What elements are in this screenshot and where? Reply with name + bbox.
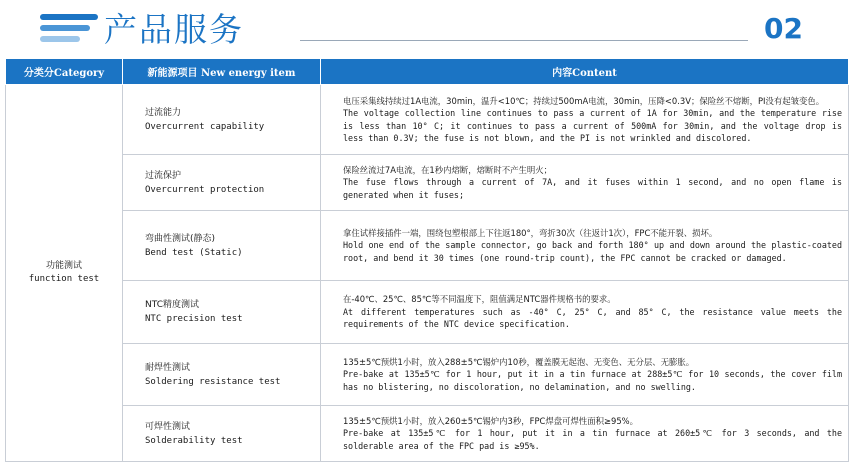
item-en: Overcurrent capability xyxy=(145,121,265,132)
content-en: Hold one end of the sample connector, go back and forth 180° up and down around the plastic-coated root, and bend it 30 times (one round-trip count), the FPC cannot be cracked or damaged. xyxy=(343,240,842,263)
table-row xyxy=(6,281,849,344)
content-cn: 拿住试样接插件一端，围绕包塑根部上下往返180°，弯折30次（往返计1次），FPC不能开裂、损坏。 xyxy=(343,227,718,238)
item-cn: 过流保护 xyxy=(145,170,182,181)
item-cn: NTC精度测试 xyxy=(145,300,199,310)
column-header-category: 分类分Category xyxy=(6,59,123,85)
item-cell xyxy=(123,344,321,406)
content-cn: 保险丝流过7A电流，在1秒内熔断，熔断时不产生明火； xyxy=(343,164,553,175)
category-en: function test xyxy=(28,274,100,284)
item-cell xyxy=(123,211,321,281)
item-cn: 弯曲性测试(静态) xyxy=(145,233,216,244)
table-row xyxy=(6,406,849,462)
content-cell xyxy=(321,155,849,211)
item-en: Overcurrent protection xyxy=(145,184,265,195)
item-en: Bend test (Static) xyxy=(145,247,243,258)
content-cn: 在-40℃、25℃、85℃等不同温度下，阻值满足NTC器件规格书的要求。 xyxy=(343,294,616,305)
item-en: Soldering resistance test xyxy=(145,376,281,387)
item-cn: 过流能力 xyxy=(145,107,182,118)
table-row xyxy=(6,344,849,406)
stripes-logo-icon xyxy=(40,14,102,44)
content-cell xyxy=(321,281,849,344)
item-cn: 耐焊性测试 xyxy=(145,362,191,373)
table-row xyxy=(6,211,849,281)
content-cn: 135±5℃预烘1小时，放入260±5℃锡炉内3秒，FPC焊盘可焊性面积≥95%。 xyxy=(343,415,638,426)
item-cell xyxy=(123,155,321,211)
title-divider xyxy=(300,40,748,41)
table-header-row xyxy=(6,59,849,85)
content-en: The fuse flows through a current of 7A, and it fuses within 1 second, and no open flame is generated when it fuses; xyxy=(343,177,842,200)
item-en: Solderability test xyxy=(145,435,243,446)
item-cell xyxy=(123,85,321,155)
table-row xyxy=(6,85,849,155)
content-en: Pre-bake at 135±5℃ for 1 hour, put it in a tin furnace at 288±5℃ for 10 seconds, the cover film has no blistering, no discoloration, no delamination, and no swelling. xyxy=(343,369,842,392)
content-en: At different temperatures such as -40° C, 25° C, and 85° C, the resistance value meets the requirements of the NTC device specification. xyxy=(343,306,842,330)
content-cell xyxy=(321,344,849,406)
page-number: 02 xyxy=(764,12,803,45)
content-cell xyxy=(321,211,849,281)
category-cn: 功能测试 xyxy=(45,261,82,271)
item-cell xyxy=(123,406,321,462)
item-cn: 可焊性测试 xyxy=(145,421,191,432)
table-row xyxy=(6,155,849,211)
content-cn: 135±5℃预烘1小时，放入288±5℃锡炉内10秒，覆盖膜无起泡、无变色、无分层、无膨胀。 xyxy=(343,356,695,367)
content-en: Pre-bake at 135±5℃ for 1 hour, put it in a tin furnace at 260±5℃ for 3 seconds, and the solderable area of the FPC pad is ≥95%. xyxy=(343,428,842,451)
item-en: NTC precision test xyxy=(145,314,243,324)
content-cn: 电压采集线持续过1A电流，30min，温升<10℃；持续过500mA电流，30min，压降<0.3V；保险丝不熔断，PI没有起皱变色。 xyxy=(343,95,825,106)
column-header-item: 新能源项目 New energy item xyxy=(123,59,321,85)
content-cell xyxy=(321,406,849,462)
page-header xyxy=(0,0,857,58)
item-cell xyxy=(123,281,321,344)
column-header-content: 内容Content xyxy=(321,59,849,85)
content-en: The voltage collection line continues to pass a current of 1A for 30min, and the temperature rise is less than 10° C; it continues to pass a current of 500mA for 30min, and the voltage drop is less than 0.3V; the fuse is not blown, and the PI is not wrinkled and discolored. xyxy=(343,108,842,143)
test-spec-table xyxy=(5,58,849,462)
page-title: 产品服务 xyxy=(104,10,244,49)
content-cell xyxy=(321,85,849,155)
category-cell xyxy=(6,85,123,462)
